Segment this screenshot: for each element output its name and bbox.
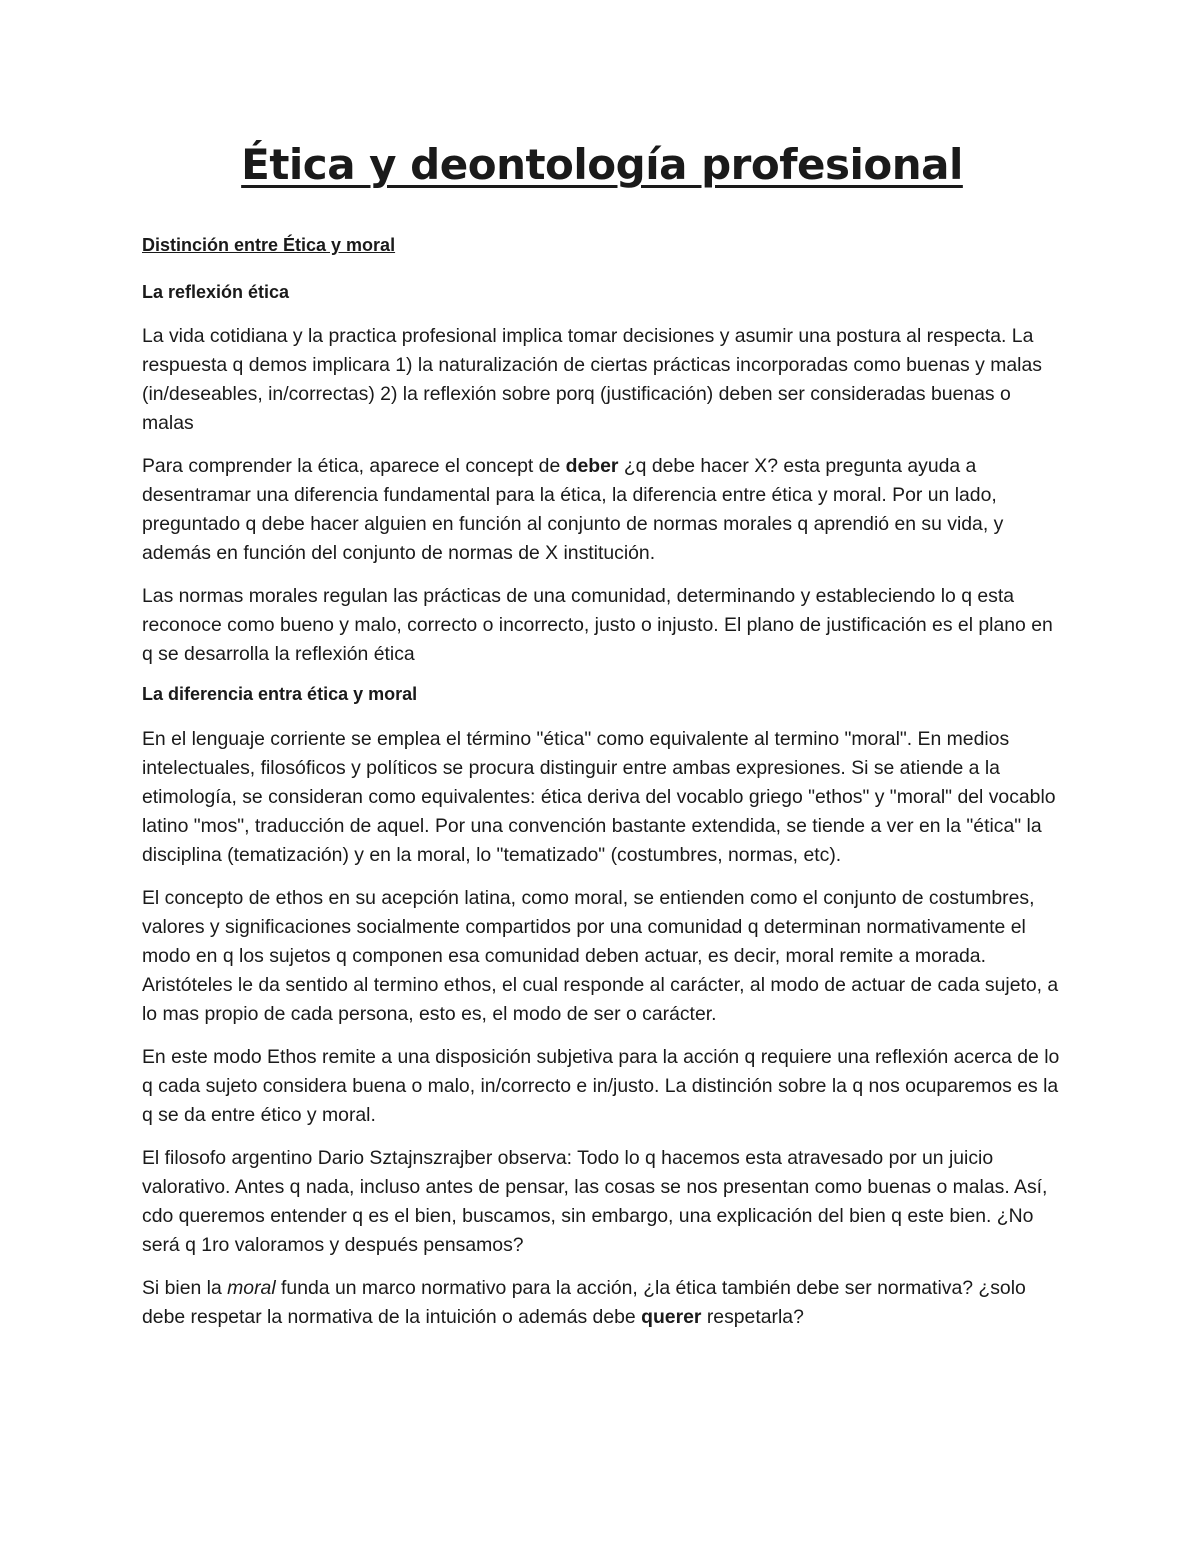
- paragraph-4: En el lenguaje corriente se emplea el término "ética" como equivalente al termino "moral". En medios intelectuales, filosóficos y políticos se procura distinguir entre ambas expresiones. Si se atiende a la etimología, se consideran como equivalentes: ética deriva del vocablo griego "ethos" y "moral" del vocablo latino "mos", traducción de aquel. Por una convención bastante extendida, se tiende a ver en la "ética" la disciplina (tematización) y en la moral, lo "tematizado" (costumbres, normas, etc).: [142, 727, 1056, 866]
- subsection-title-diferencia: La diferencia entra ética y moral: [142, 684, 418, 705]
- paragraph-2: [142, 452, 1062, 568]
- document-page: [142, 140, 1062, 1346]
- paragraph-8-text-a: Si bien la: [142, 1276, 228, 1299]
- emphasis-querer: querer: [641, 1305, 702, 1328]
- subsection-title-reflexion: La reflexión ética: [142, 281, 290, 302]
- paragraph-3: Las normas morales regulan las prácticas de una comunidad, determinando y estableciendo lo q esta reconoce como bueno y malo, correcto o incorrecto, justo o injusto. El plano de justificación es el plano en q se desarrolla la reflexión ética: [142, 585, 1053, 666]
- paragraph-2-text-a: Para comprender la ética, aparece el concept de: [142, 455, 566, 478]
- emphasis-moral: moral: [227, 1276, 276, 1299]
- paragraph-6: En este modo Ethos remite a una disposición subjetiva para la acción q requiere una reflexión acerca de lo q cada sujeto considera buena o malo, in/correcto e in/justo. La distinción sobre la q nos ocuparemos es la q se da entre ético y moral.: [142, 1045, 1060, 1126]
- document-title: Ética y deontología profesional: [241, 140, 963, 189]
- section-title: Distinción entre Ética y moral: [142, 235, 396, 256]
- paragraph-1: La vida cotidiana y la practica profesional implica tomar decisiones y asumir una postura al respecta. La respuesta q demos implicara 1) la naturalización de ciertas prácticas incorporadas como buenas y malas (in/deseables, in/correctas) 2) la reflexión sobre porq (justificación) deben ser consideradas buenas o malas: [142, 325, 1042, 435]
- paragraph-8: [142, 1274, 1062, 1332]
- paragraph-7: El filosofo argentino Dario Sztajnszrajber observa: Todo lo q hacemos esta atravesado por un juicio valorativo. Antes q nada, incluso antes de pensar, las cosas se nos presentan como buenas o malas. Así, cdo queremos entender q es el bien, buscamos, sin embargo, una explicación del bien q este bien. ¿No será q 1ro valoramos y después pensamos?: [142, 1146, 1048, 1256]
- paragraph-2-text-b: ¿q debe hacer X? esta pregunta ayuda a desentramar una diferencia fundamental para la ética, la diferencia entre ética y moral. Por un lado, preguntado q debe hacer alguien en función al conjunto de normas morales q aprendió en su vida, y además en función del conjunto de normas de X institución.: [142, 455, 1004, 565]
- paragraph-5: El concepto de ethos en su acepción latina, como moral, se entienden como el conjunto de costumbres, valores y significaciones socialmente compartidos por una comunidad q determinan normativamente el modo en q los sujetos q componen esa comunidad deben actuar, es decir, moral remite a morada. Aristóteles le da sentido al termino ethos, el cual responde al carácter, al modo de actuar de cada sujeto, a lo mas propio de cada persona, esto es, el modo de ser o carácter.: [142, 886, 1059, 1025]
- paragraph-8-text-c: respetarla?: [701, 1305, 804, 1328]
- paragraph-8-text-b: funda un marco normativo para la acción, ¿la ética también debe ser normativa? ¿solo debe respetar la normativa de la intuición o además debe: [142, 1276, 1026, 1328]
- emphasis-deber: deber: [565, 455, 619, 478]
